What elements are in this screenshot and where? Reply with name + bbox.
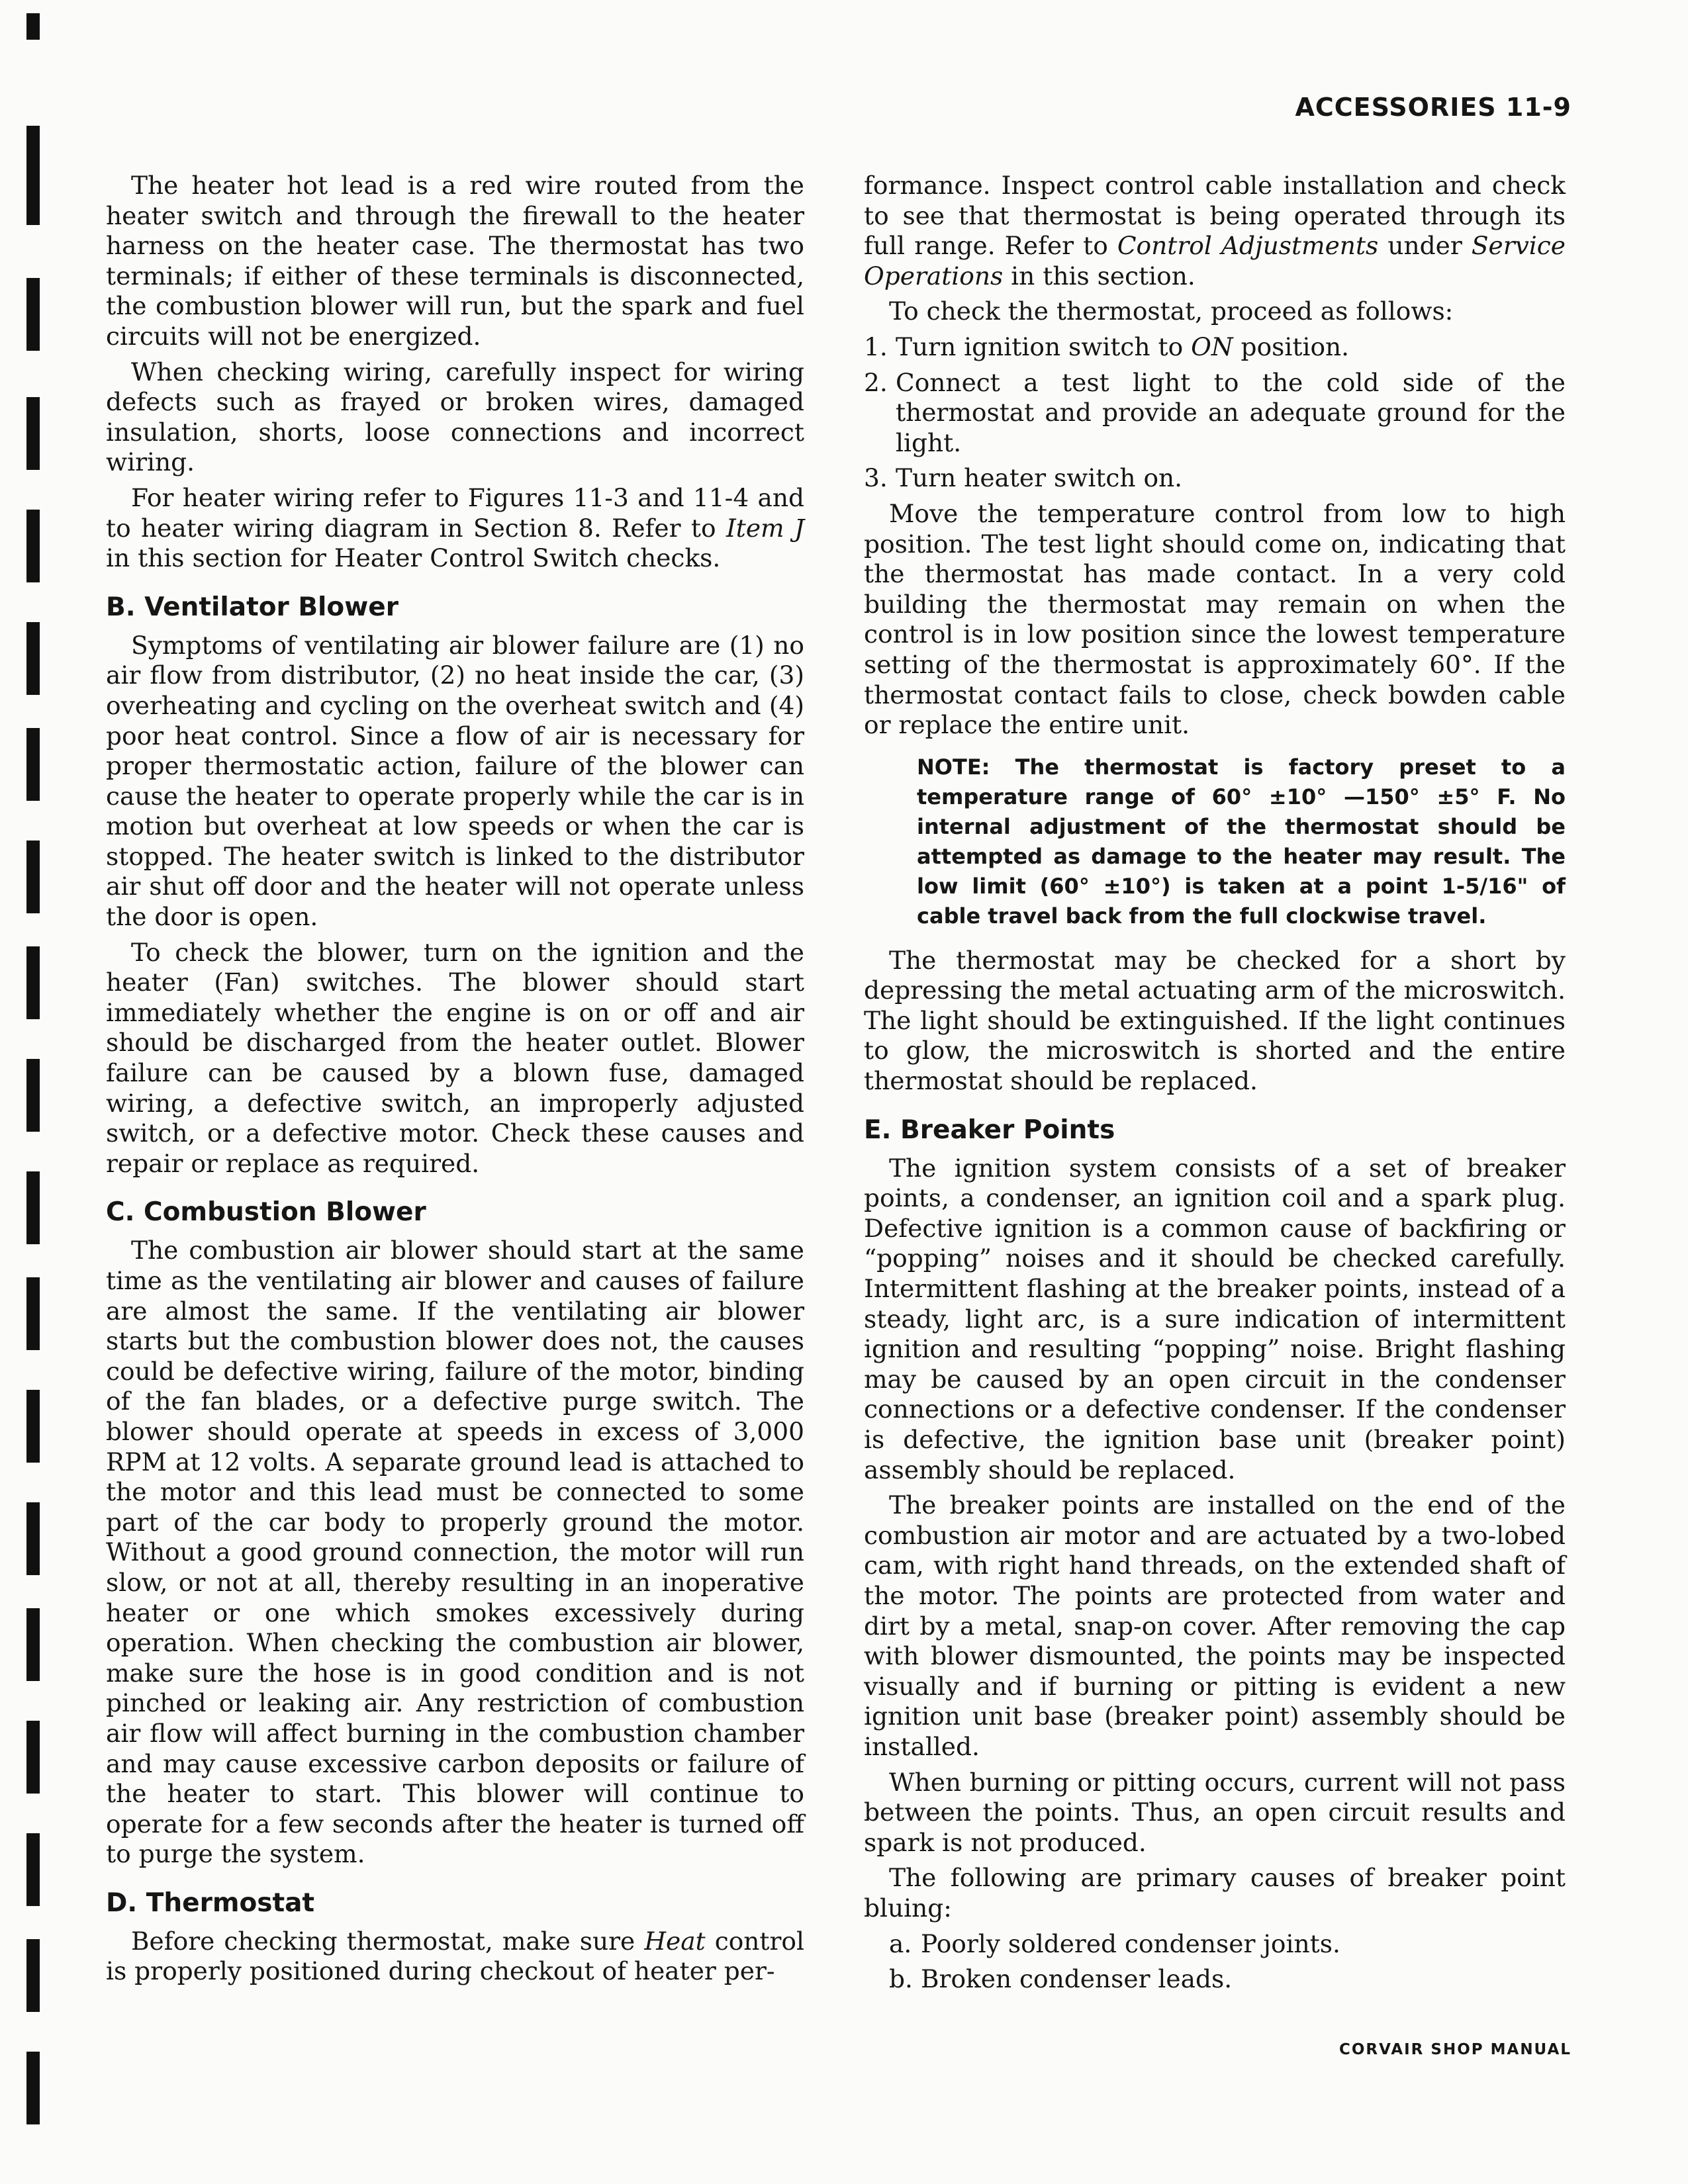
text-run: Turn ignition switch to <box>896 332 1192 361</box>
list-text: Connect a test light to the cold side of the thermostat and provide an adequate ground for the light. <box>896 367 1566 457</box>
binding-mark <box>26 126 40 225</box>
binding-mark <box>26 841 40 913</box>
text-run: under <box>1378 231 1472 261</box>
list-text: Turn heater switch on. <box>896 463 1183 493</box>
paragraph: When checking wiring, carefully inspect for wiring defects such as frayed or broken wires, damaged insulation, shorts, loose connections and incorrect wiring. <box>106 357 804 477</box>
paragraph: To check the thermostat, proceed as follows: <box>889 296 1454 326</box>
binding-mark <box>26 1833 40 1906</box>
binding-mark <box>26 13 40 40</box>
binding-mark <box>26 1059 40 1132</box>
paragraph: The thermostat may be checked for a short by depressing the metal actuating arm of the microswitch. The light should be extinguished. If the light continues to glow, the microswitch is shorted and the entire thermostat should be replaced. <box>864 945 1566 1096</box>
section-heading-combustion-blower: C. Combustion Blower <box>106 1197 426 1228</box>
binding-mark <box>26 1277 40 1350</box>
paragraph <box>106 483 804 574</box>
text-run: Before checking thermostat, make sure <box>131 1926 645 1956</box>
list-number: 3. <box>864 463 888 493</box>
paragraph <box>864 171 1566 291</box>
page-footer: CORVAIR SHOP MANUAL <box>1338 2041 1571 2058</box>
left-column <box>106 171 804 1992</box>
binding-mark <box>26 510 40 582</box>
paragraph: The heater hot lead is a red wire routed from the heater switch and through the firewall to the heater harness on the heater case. The thermostat has two terminals; if either of these terminals is disconnected, the combustion blower will run, but the spark and fuel circuits will not be energized. <box>106 171 804 351</box>
list-item <box>864 463 1566 494</box>
italic-reference: Heat <box>644 1926 706 1956</box>
binding-mark <box>26 1608 40 1681</box>
binding-mark <box>26 1502 40 1575</box>
binding-mark <box>26 728 40 801</box>
paragraph: Symptoms of ventilating air blower failure are (1) no air flow from distributor, (2) no heat inside the car, (3) overheating and cycling on the overheat switch and (4) poor heat control. Since a flow of air is necessary for proper thermostatic action, failure of the blower can cause the heater to operate properly while the car is in motion but overheat at low speeds or when the car is stopped. The heater switch is linked to the distributor air shut off door and the heater will not operate unless the door is open. <box>106 630 804 932</box>
section-heading-thermostat: D. Thermostat <box>106 1888 315 1918</box>
lettered-list <box>889 1929 1566 1995</box>
binding-mark <box>26 622 40 695</box>
list-text: Poorly soldered condenser joints. <box>921 1929 1340 1958</box>
italic-reference: ON <box>1191 332 1233 361</box>
binding-mark <box>26 278 40 351</box>
text-run: For heater wiring refer to Figures 11-3 and 11-4 and to heater wiring diagram in Section 8. Refer to <box>106 482 804 543</box>
binding-mark <box>26 1939 40 2012</box>
italic-reference: Control Adjustments <box>1117 231 1379 261</box>
page-header: ACCESSORIES 11-9 <box>1295 93 1571 122</box>
italic-reference: Item J <box>726 513 804 543</box>
section-heading-ventilator-blower: B. Ventilator Blower <box>106 592 399 622</box>
binding-mark <box>26 946 40 1019</box>
text-run: position. <box>1233 332 1350 361</box>
binding-mark <box>26 2052 40 2124</box>
binding-mark <box>26 1721 40 1794</box>
binding-mark <box>26 1171 40 1244</box>
list-item <box>864 332 1566 363</box>
binding-mark <box>26 1390 40 1463</box>
note-box: NOTE: The thermostat is factory preset to a temperature range of 60° ±10° —150° ±5° F. No internal adjustment of the thermostat should be attempted as damage to the heater may result. The low limit (60° ±10°) is taken at a point 1-5/16" of cable travel back from the full clockwise travel. <box>917 754 1566 929</box>
binding-edge <box>0 0 46 2184</box>
paragraph: When burning or pitting occurs, current will not pass between the points. Thus, an open circuit results and spark is not produced. <box>864 1767 1566 1857</box>
text-run: control is properly positioned during checkout of heater per- <box>106 1926 804 1986</box>
list-letter: b. <box>889 1964 913 1994</box>
list-item <box>864 368 1566 459</box>
list-text: Broken condenser leads. <box>921 1964 1233 1994</box>
paragraph <box>106 1927 804 1987</box>
paragraph: The combustion air blower should start at the same time as the ventilating air blower and causes of failure are almost the same. If the ventilating air blower starts but the combustion blower does not, the causes could be defective wiring, failure of the motor, binding of the fan blades, or a defective purge switch. The blower should operate at speeds in excess of 3,000 RPM at 12 volts. A separate ground lead is attached to the motor and this lead must be connected to some part of the car body to properly ground the motor. Without a good ground connection, the motor will run slow, or not at all, thereby resulting in an inoperative heater or one which smokes excessively during operation. When checking the combustion air blower, make sure the hose is in good condition and is not pinched or leaking air. Any restriction of combustion air flow will affect burning in the combustion chamber and may cause excessive carbon deposits or failure of the heater to start. This blower will continue to operate for a few seconds after the heater is turned off to purge the system. <box>106 1236 804 1869</box>
text-run: formance. Inspect control cable installation and check to see that thermostat is being operated through its full range. Refer to <box>864 171 1566 261</box>
list-number: 1. <box>864 332 888 361</box>
text-run: in this section. <box>1003 261 1196 291</box>
paragraph: The ignition system consists of a set of breaker points, a condenser, an ignition coil and a spark plug. Defective ignition is a common cause of backfiring or “popping” noises and it should be checked carefully. Intermittent flashing at the breaker points, instead of a steady, light arc, is a sure indication of intermittent ignition and resulting “popping” noise. Bright flashing may be caused by an open circuit in the condenser connections or a defective condenser. If the condenser is defective, the ignition base unit (breaker point) assembly should be replaced. <box>864 1153 1566 1484</box>
list-text <box>896 332 1566 363</box>
paragraph: The following are primary causes of breaker point bluing: <box>864 1863 1566 1923</box>
text-run: in this section for Heater Control Switch checks. <box>106 543 721 573</box>
italic-reference: Service Operations <box>864 231 1566 291</box>
paragraph: Move the temperature control from low to high position. The test light should come on, indicating that the thermostat has made contact. In a very cold building the thermostat may remain on when the control is in low position since the lowest temperature setting of the thermostat is approximately 60°. If the thermostat contact fails to close, check bowden cable or replace the entire unit. <box>864 498 1566 740</box>
list-number: 2. <box>864 367 888 397</box>
binding-mark <box>26 397 40 470</box>
paragraph: The breaker points are installed on the end of the combustion air motor and are actuated by a two-lobed cam, with right hand threads, on the extended shaft of the motor. The points are protected from water and dirt by a metal, snap-on cover. After removing the cap with blower dismounted, the points may be inspected visually and if burning or pitting is evident a new ignition unit base (breaker point) assembly should be installed. <box>864 1490 1566 1761</box>
numbered-steps <box>864 332 1566 494</box>
right-column <box>864 171 1566 2000</box>
list-letter: a. <box>889 1929 912 1958</box>
list-item <box>889 1964 1566 1995</box>
list-item <box>889 1929 1566 1960</box>
paragraph: To check the blower, turn on the ignition and the heater (Fan) switches. The blower should start immediately whether the engine is on or off and air should be discharged from the heater outlet. Blower failure can be caused by a blown fuse, damaged wiring, a defective switch, an improperly adjusted switch, or a defective motor. Check these causes and repair or replace as required. <box>106 937 804 1178</box>
section-heading-breaker-points: E. Breaker Points <box>864 1115 1115 1145</box>
